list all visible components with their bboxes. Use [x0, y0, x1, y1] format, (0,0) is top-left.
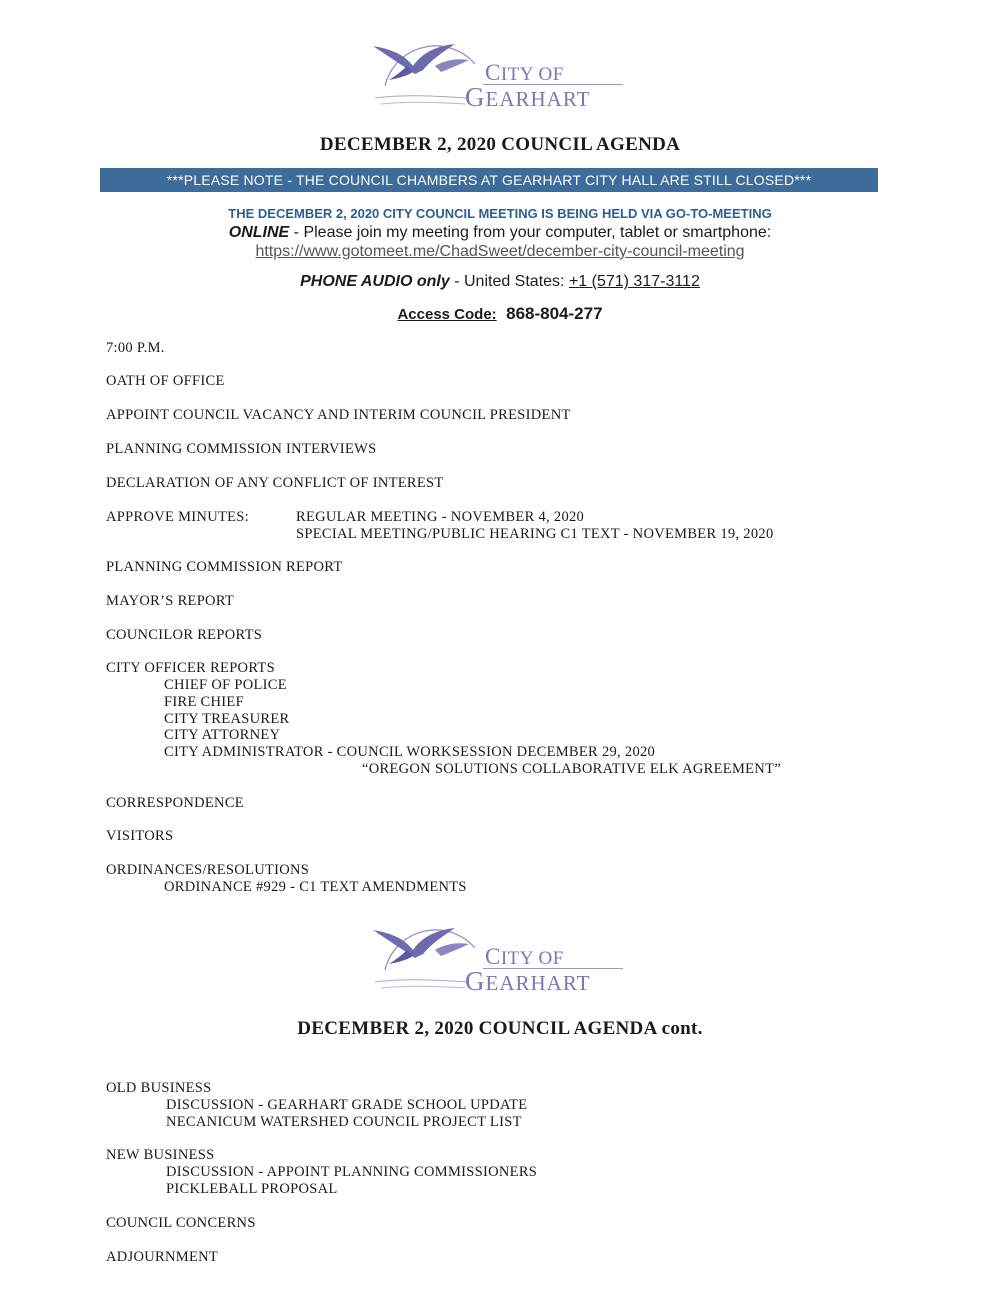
- agenda-mayor: MAYOR’S REPORT: [106, 593, 235, 609]
- city-logo: [365, 36, 625, 116]
- logo-city-of: CITY OF: [485, 944, 564, 969]
- officer-fire: FIRE CHIEF: [164, 694, 244, 710]
- new-business-1: DISCUSSION - APPOINT PLANNING COMMISSIONERS: [166, 1164, 538, 1180]
- agenda-minutes-label: APPROVE MINUTES:: [106, 509, 249, 525]
- agenda-visitors: VISITORS: [106, 828, 174, 844]
- officer-administrator: CITY ADMINISTRATOR - COUNCIL WORKSESSION DECEMBER 29, 2020: [164, 744, 656, 760]
- agenda-old-business: OLD BUSINESS: [106, 1080, 212, 1096]
- agenda-oath: OATH OF OFFICE: [106, 373, 225, 389]
- agenda-council-concerns: COUNCIL CONCERNS: [106, 1215, 256, 1231]
- officer-police: CHIEF OF POLICE: [164, 677, 287, 693]
- agenda-correspondence: CORRESPONDENCE: [106, 795, 244, 811]
- agenda-adjournment: ADJOURNMENT: [106, 1249, 219, 1265]
- new-business-2: PICKLEBALL PROPOSAL: [166, 1181, 338, 1197]
- closed-notice-banner: ***PLEASE NOTE - THE COUNCIL CHAMBERS AT GEARHART CITY HALL ARE STILL CLOSED***: [100, 168, 878, 192]
- agenda-pc-interviews: PLANNING COMMISSION INTERVIEWS: [106, 441, 377, 457]
- meeting-link[interactable]: https://www.gotomeet.me/ChadSweet/december-city-council-meeting: [255, 243, 745, 260]
- officer-attorney: CITY ATTORNEY: [164, 727, 281, 743]
- access-code: [0, 304, 1000, 324]
- agenda-minutes-2: SPECIAL MEETING/PUBLIC HEARING C1 TEXT - NOVEMBER 19, 2020: [296, 526, 774, 542]
- logo-gearhart: GEARHART: [465, 82, 591, 112]
- online-text: - Please join my meeting from your computer, tablet or smartphone:: [289, 224, 772, 241]
- agenda-new-business: NEW BUSINESS: [106, 1147, 215, 1163]
- old-business-1: DISCUSSION - GEARHART GRADE SCHOOL UPDATE: [166, 1097, 528, 1113]
- phone-text: - United States:: [449, 273, 569, 290]
- agenda-councilor: COUNCILOR REPORTS: [106, 627, 263, 643]
- agenda-pc-report: PLANNING COMMISSION REPORT: [106, 559, 343, 575]
- admin-note: “OREGON SOLUTIONS COLLABORATIVE ELK AGREEMENT”: [362, 761, 781, 777]
- page-title-cont: DECEMBER 2, 2020 COUNCIL AGENDA cont.: [297, 1018, 703, 1039]
- old-business-2: NECANICUM WATERSHED COUNCIL PROJECT LIST: [166, 1114, 522, 1130]
- agenda-time: 7:00 P.M.: [106, 340, 165, 356]
- page-title: DECEMBER 2, 2020 COUNCIL AGENDA: [319, 134, 681, 155]
- online-instructions: [0, 224, 1000, 242]
- agenda-officer-reports: CITY OFFICER REPORTS: [106, 660, 275, 676]
- online-label: ONLINE: [228, 224, 290, 241]
- officer-treasurer: CITY TREASURER: [164, 711, 290, 727]
- access-code-label: Access Code:: [397, 306, 497, 323]
- phone-number[interactable]: +1 (571) 317-3112: [568, 273, 700, 290]
- ordinance-929: ORDINANCE #929 - C1 TEXT AMENDMENTS: [164, 879, 467, 895]
- city-logo-2: [365, 920, 625, 1000]
- phone-audio: [0, 273, 1000, 291]
- access-code-value: 868-804-277: [506, 304, 603, 323]
- logo-city-of: CITY OF: [485, 60, 564, 85]
- agenda-minutes-1: REGULAR MEETING - NOVEMBER 4, 2020: [296, 509, 585, 525]
- agenda-conflict: DECLARATION OF ANY CONFLICT OF INTEREST: [106, 475, 444, 491]
- meeting-notice: THE DECEMBER 2, 2020 CITY COUNCIL MEETING IS BEING HELD VIA GO-TO-MEETING: [228, 206, 772, 221]
- phone-label: PHONE AUDIO only: [300, 273, 450, 290]
- agenda-appoint: APPOINT COUNCIL VACANCY AND INTERIM COUNCIL PRESIDENT: [106, 407, 571, 423]
- logo-gearhart: GEARHART: [465, 966, 591, 996]
- agenda-ordinances: ORDINANCES/RESOLUTIONS: [106, 862, 310, 878]
